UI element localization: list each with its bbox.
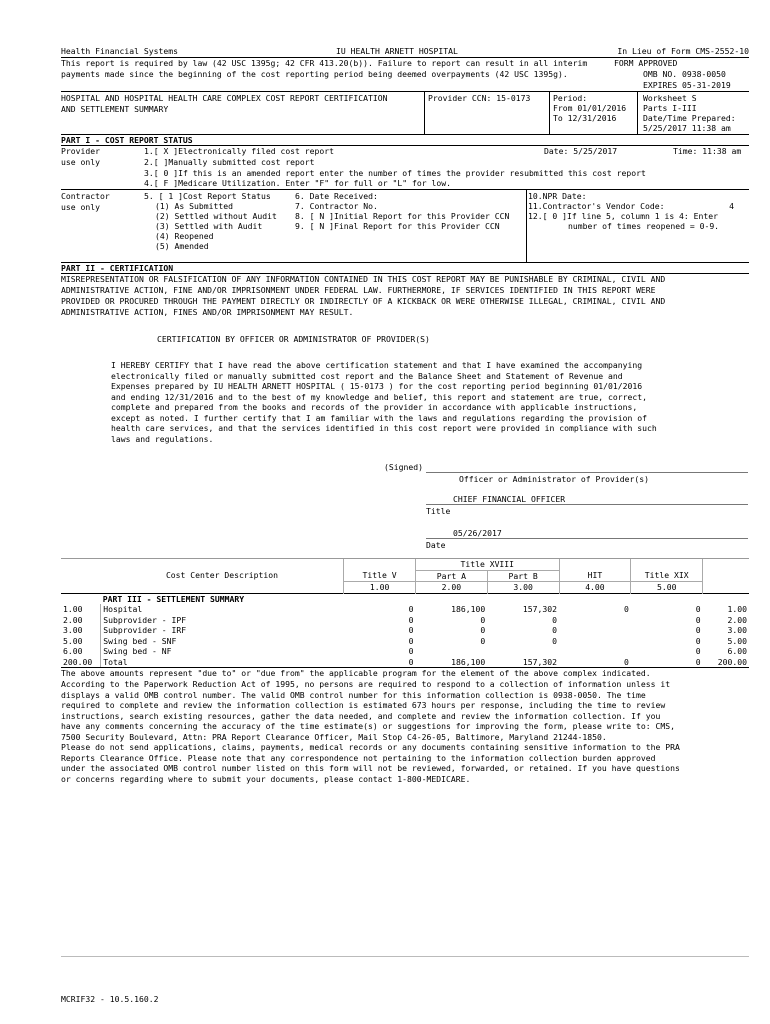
cost-center: Total — [101, 657, 344, 668]
hit-value: 0 — [623, 604, 629, 614]
item-electronically-filed: 1.[ X ]Electronically filed cost report — [144, 146, 335, 156]
line-number-right: 2.00 — [727, 614, 747, 625]
table-row-total — [61, 657, 749, 668]
colnum-3: 3.00 — [487, 582, 559, 594]
due-note: The above amounts represent "due to" or "due from" the applicable program for the element of the above complex indicated. — [61, 668, 651, 678]
part-b-value — [487, 646, 559, 657]
provider-use-1: Provider — [61, 146, 100, 156]
line-number-right: 3.00 — [727, 625, 747, 635]
title-xix-value: 0 — [695, 635, 701, 646]
part-a-value — [415, 646, 487, 657]
title-label: Title — [426, 506, 451, 516]
cert-line: except as noted. I further certify that I am familiar with the laws and regulations regarding the provision of — [111, 412, 648, 423]
title-v-value: 0 — [408, 635, 414, 646]
status-1: (1) As Submitted — [155, 201, 233, 211]
item-cost-report-status: 5. [ 1 ]Cost Report Status — [144, 191, 271, 201]
warning-1: MISREPRESENTATION OR FALSIFICATION OF ANY INFORMATION CONTAINED IN THIS COST REPORT MAY BE PUNISHABLE BY CRIMINAL, CIVIL AND — [61, 274, 666, 284]
part3-heading: PART III - SETTLEMENT SUMMARY — [102, 593, 245, 604]
title-xix-value: 0 — [695, 625, 701, 635]
part-b-value: 0 — [552, 625, 558, 635]
status-4: (4) Reopened — [155, 231, 214, 241]
header-center: IU HEALTH ARNETT HOSPITAL — [336, 46, 458, 56]
officer-label: Officer or Administrator of Provider(s) — [459, 474, 650, 484]
period-label: Period: — [553, 93, 588, 103]
colnum-2: 2.00 — [415, 582, 487, 594]
warning-2: ADMINISTRATIVE ACTION, FINE AND/OR IMPRISONMENT UNDER FEDERAL LAW. FURTHERMORE, IF SERVICES IDENTIFIED IN THIS REPORT WERE — [61, 285, 656, 295]
cert-line: I HEREBY CERTIFY that I have read the above certification statement and that I have examined the accompanying — [111, 360, 643, 370]
contractor-use-1: Contractor — [61, 191, 110, 201]
line-number: 1.00 — [63, 604, 83, 614]
line-number: 6.00 — [63, 646, 83, 656]
notice-line: or concerns regarding where to submit your documents, please contact 1-800-MEDICARE. — [61, 773, 471, 784]
cert-line: and ending 12/31/2016 and to the best of my knowledge and belief, this report and statement are true, correct, — [111, 391, 648, 402]
title-xix-value: 0 — [695, 646, 701, 656]
title-xix-value: 0 — [695, 614, 701, 625]
signature-block — [61, 462, 749, 558]
notice-line: displays a valid OMB control number. The valid OMB control number for this information collection is 0938-0050. The time — [61, 689, 646, 700]
col-title-v: Title V — [344, 570, 416, 582]
warning-4: ADMINISTRATIVE ACTION, FINES AND/OR IMPRISONMENT MAY RESULT. — [61, 307, 354, 317]
notice-line: 7500 Security Boulevard, Attn: PRA Report Clearance Officer, Mail Stop C4-26-05, Baltimore, Maryland 21244-1850. — [61, 731, 607, 742]
title-v-value: 0 — [408, 614, 414, 625]
form-approved: FORM APPROVED — [614, 58, 678, 68]
parts-label: Parts I-III — [643, 103, 697, 113]
date-label: Date — [426, 540, 446, 550]
hit-value — [559, 636, 631, 647]
notice-line: under the associated OMB control number listed on this form will not be reviewed, forwarded, or retained. If you have questions — [61, 763, 680, 773]
certification-heading: CERTIFICATION BY OFFICER OR ADMINISTRATOR OF PROVIDER(S) — [157, 334, 430, 344]
period-from: From 01/01/2016 — [553, 103, 627, 113]
report-title-2: AND SETTLEMENT SUMMARY — [61, 104, 169, 114]
item-vendor-code: 11.Contractor's Vendor Code: — [528, 201, 665, 211]
title-xix-value: 0 — [695, 656, 701, 667]
law-line-2: payments made since the beginning of the cost reporting period being deemed overpayments (42 USC 1395g). — [61, 69, 568, 79]
title-v-value: 0 — [408, 656, 414, 667]
part-a-value: 0 — [480, 614, 486, 625]
line-number: 3.00 — [63, 625, 83, 635]
part1-contractor-section — [61, 190, 749, 262]
omb-number: OMB NO. 0938-0050 — [643, 69, 726, 79]
line-number-right: 5.00 — [727, 635, 747, 646]
date-prepared: 5/25/2017 11:38 am — [643, 123, 731, 133]
status-3: (3) Settled with Audit — [155, 221, 263, 231]
footer-rule — [61, 956, 749, 957]
title-v-value: 0 — [408, 604, 414, 614]
table-row — [61, 636, 749, 647]
notice-line: Reports Clearance Office. Please note that any correspondence not pertaining to the information collection burden approved — [61, 752, 656, 763]
cost-center: Subprovider - IRF — [101, 625, 344, 636]
line-number-right: 6.00 — [727, 646, 747, 656]
part-b-value: 0 — [552, 614, 558, 625]
line-number: 200.00 — [63, 656, 93, 667]
part-a-value: 186,100 — [451, 656, 486, 667]
item1-date: Date: 5/25/2017 — [544, 146, 618, 156]
item-amended: 3.[ 0 ]If this is an amended report enter the number of times the provider resubmitted this cost report — [144, 168, 646, 178]
item-reopened: 12.[ 0 ]If line 5, column 1 is 4: Enter — [528, 211, 719, 221]
item-final-report: 9. [ N ]Final Report for this Provider CCN — [295, 221, 500, 231]
cert-line: health care services, and that the services identified in this cost report were provided in compliance with such — [111, 423, 657, 433]
cert-line: electronically filed or manually submitted cost report and the Balance Sheet and Statement of Revenue and — [111, 370, 623, 381]
cost-center: Swing bed - SNF — [101, 636, 344, 647]
cert-line: Expenses prepared by IU HEALTH ARNETT HOSPITAL ( 15-0173 ) for the cost reporting period beginning 01/01/2016 — [111, 381, 643, 391]
title-xix-value: 0 — [695, 604, 701, 614]
cost-report-page — [61, 46, 749, 784]
colnum-5: 5.00 — [631, 582, 703, 594]
hit-value — [559, 625, 631, 636]
header-right: In Lieu of Form CMS-2552-10 — [617, 46, 749, 56]
hit-value — [559, 646, 631, 657]
title-v-value: 0 — [408, 625, 414, 635]
status-5: (5) Amended — [155, 241, 209, 251]
cost-center: Hospital — [101, 604, 344, 615]
date-prepared-label: Date/Time Prepared: — [643, 113, 736, 123]
notice-line: have any comments concerning the accuracy of the time estimate(s) or suggestions for improving the form, please write to: CMS, — [61, 721, 675, 731]
part-b-value: 0 — [552, 635, 558, 646]
item-reopened-note: number of times reopened = 0-9. — [568, 221, 720, 231]
col-title-xix: Title XIX — [631, 570, 703, 582]
page-header — [61, 46, 749, 57]
part-b-value: 157,302 — [522, 604, 558, 614]
period-to: To 12/31/2016 — [553, 113, 617, 123]
col-part-b: Part B — [487, 570, 559, 582]
part-a-value: 0 — [480, 625, 486, 635]
line-number-right: 200.00 — [717, 656, 747, 667]
line-number: 2.00 — [63, 614, 83, 625]
title-v-value: 0 — [408, 646, 414, 656]
item-manually-submitted: 2.[ ]Manually submitted cost report — [144, 157, 315, 167]
item-utilization: 4.[ F ]Medicare Utilization. Enter "F" for full or "L" for low. — [144, 178, 451, 188]
header-left: Health Financial Systems — [61, 46, 178, 56]
law-line-1: This report is required by law (42 USC 1395g; 42 CFR 413.20(b)). Failure to report can result in all interim — [61, 58, 588, 68]
cert-line: complete and prepared from the books and records of the provider in accordance with applicable instructions, — [111, 402, 638, 412]
table-row — [61, 625, 749, 636]
item1-time: Time: 11:38 am — [673, 146, 742, 156]
table-row — [61, 615, 749, 626]
line-number-right: 1.00 — [727, 604, 747, 614]
col-title-xviii: Title XVIII — [415, 559, 559, 570]
line-number: 5.00 — [63, 635, 83, 646]
officer-title: CHIEF FINANCIAL OFFICER — [453, 494, 566, 504]
settlement-summary-table — [61, 559, 749, 667]
date-value: 05/26/2017 — [453, 528, 502, 538]
item-contractor-no: 7. Contractor No. — [295, 201, 378, 211]
worksheet-label: Worksheet S — [643, 93, 697, 103]
certification-statement — [61, 360, 749, 444]
part1-provider-section — [61, 146, 749, 189]
vendor-code-value: 4 — [729, 201, 734, 211]
contractor-use-2: use only — [61, 202, 100, 212]
part-a-value: 186,100 — [451, 604, 486, 614]
expires: EXPIRES 05-31-2019 — [643, 80, 731, 90]
report-title-1: HOSPITAL AND HOSPITAL HEALTH CARE COMPLEX COST REPORT CERTIFICATION — [61, 93, 388, 103]
paperwork-notice — [61, 679, 749, 784]
notice-line: According to the Paperwork Reduction Act of 1995, no persons are required to respond to a collection of information unless it — [61, 679, 671, 689]
notice-line: instructions, search existing resources, gather the data needed, and complete and review the information collection. If you — [61, 710, 661, 721]
notice-line: Please do not send applications, claims, payments, medical records or any documents containing sensitive information to the PRA — [61, 742, 680, 752]
item-date-received: 6. Date Received: — [295, 191, 378, 201]
hit-value — [559, 615, 631, 626]
title-block — [61, 92, 749, 134]
footer-code: MCRIF32 - 10.5.160.2 — [61, 994, 159, 1004]
colnum-1: 1.00 — [344, 582, 416, 594]
status-2: (2) Settled without Audit — [155, 211, 277, 221]
colnum-4: 4.00 — [559, 582, 631, 594]
provider-use-2: use only — [61, 157, 100, 167]
cost-center: Subprovider - IPF — [101, 615, 344, 626]
part2-heading: PART II - CERTIFICATION — [61, 263, 174, 273]
cert-line: laws and regulations. — [111, 433, 214, 444]
warning-3: PROVIDED OR PROCURED THROUGH THE PAYMENT DIRECTLY OR INDIRECTLY OF A KICKBACK OR WERE OTHERWISE ILLEGAL, CRIMINAL, CIVIL AND — [61, 296, 666, 306]
part1-heading: PART I - COST REPORT STATUS — [61, 135, 193, 145]
col-hit: HIT — [559, 570, 631, 582]
cost-center: Swing bed - NF — [101, 646, 344, 657]
table-row — [61, 604, 749, 615]
item-initial-report: 8. [ N ]Initial Report for this Provider CCN — [295, 211, 510, 221]
part-a-value: 0 — [480, 635, 486, 646]
part-b-value: 157,302 — [522, 656, 558, 667]
col-part-a: Part A — [415, 570, 487, 582]
notice-line: required to complete and review the information collection is estimated 673 hours per response, including the time to review — [61, 700, 666, 710]
provider-ccn: Provider CCN: 15-0173 — [428, 93, 531, 103]
hit-value: 0 — [623, 656, 629, 667]
col-cost-center: Cost Center Description — [165, 570, 279, 580]
table-row — [61, 646, 749, 657]
signed-label: (Signed) — [384, 462, 423, 472]
item-npr-date: 10.NPR Date: — [528, 191, 587, 201]
